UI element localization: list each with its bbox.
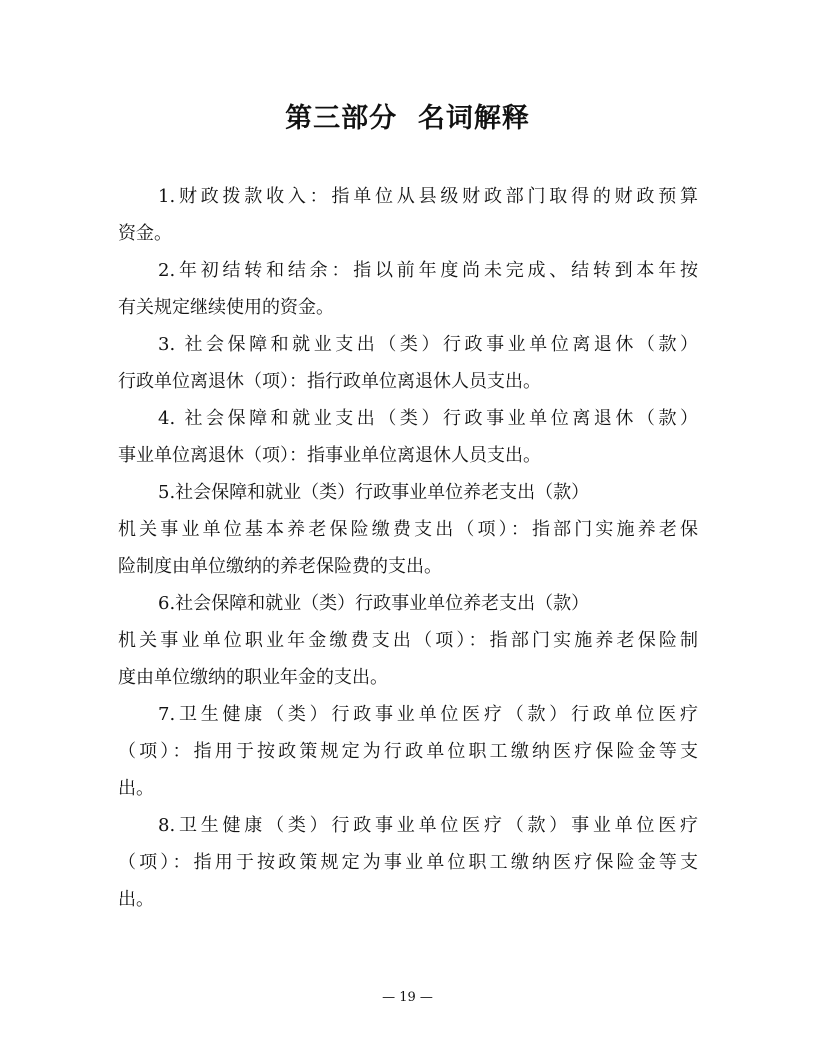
definition-line: 出。 bbox=[118, 889, 154, 910]
definition-item bbox=[118, 252, 698, 326]
definition-line: 5.社会保障和就业（类）行政事业单位养老支出（款） bbox=[158, 482, 590, 503]
definition-line: 事业单位离退休（项）：指事业单位离退休人员支出。 bbox=[118, 445, 541, 466]
definition-line: 8.卫生健康（类）行政事业单位医疗（款）事业单位医疗 bbox=[158, 815, 698, 836]
definition-item bbox=[118, 326, 698, 400]
page-number: — 19 — bbox=[382, 990, 433, 1005]
definition-line: 4. 社会保障和就业支出（类）行政事业单位离退休（款） bbox=[158, 408, 698, 429]
definition-line: 资金。 bbox=[118, 223, 172, 244]
definition-item bbox=[118, 474, 698, 585]
definition-line: 有关规定继续使用的资金。 bbox=[118, 297, 334, 318]
definition-line: 1.财政拨款收入：指单位从县级财政部门取得的财政预算 bbox=[158, 186, 698, 207]
definition-line: 机关事业单位职业年金缴费支出（项）：指部门实施养老保险制 bbox=[118, 630, 698, 651]
definition-item bbox=[118, 807, 698, 918]
definition-line: 6.社会保障和就业（类）行政事业单位养老支出（款） bbox=[158, 593, 590, 614]
definitions-list bbox=[118, 178, 698, 918]
definition-item bbox=[118, 400, 698, 474]
definition-line: （项）：指用于按政策规定为行政单位职工缴纳医疗保险金等支 bbox=[118, 741, 698, 762]
definition-line: 行政单位离退休（项）：指行政单位离退休人员支出。 bbox=[118, 371, 541, 392]
definition-line: 机关事业单位基本养老保险缴费支出（项）：指部门实施养老保 bbox=[118, 519, 698, 540]
definition-line: 7.卫生健康（类）行政事业单位医疗（款）行政单位医疗 bbox=[158, 704, 698, 725]
page-title: 第三部分 名词解释 bbox=[285, 103, 530, 134]
definition-item bbox=[118, 696, 698, 807]
definition-line: 度由单位缴纳的职业年金的支出。 bbox=[118, 667, 388, 688]
definition-line: 3. 社会保障和就业支出（类）行政事业单位离退休（款） bbox=[158, 334, 698, 355]
definition-line: （项）：指用于按政策规定为事业单位职工缴纳医疗保险金等支 bbox=[118, 852, 698, 873]
definition-item bbox=[118, 178, 698, 252]
definition-line: 出。 bbox=[118, 778, 154, 799]
definition-line: 2.年初结转和结余：指以前年度尚未完成、结转到本年按 bbox=[158, 260, 698, 281]
definition-item bbox=[118, 585, 698, 696]
definition-line: 险制度由单位缴纳的养老保险费的支出。 bbox=[118, 556, 442, 577]
